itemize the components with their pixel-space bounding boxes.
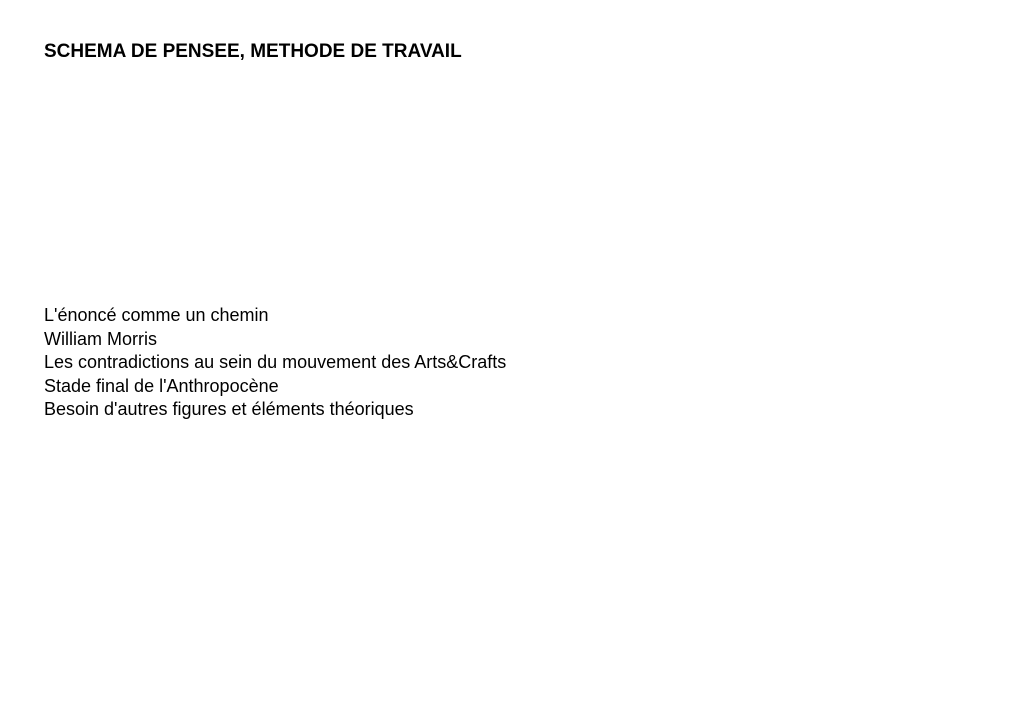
list-item: William Morris	[44, 328, 157, 349]
list-item: Stade final de l'Anthropocène	[44, 375, 279, 396]
page-title: SCHEMA DE PENSEE, METHODE DE TRAVAIL	[44, 41, 462, 62]
list-item: Les contradictions au sein du mouvement des Arts&Crafts	[44, 352, 507, 372]
topic-list	[44, 304, 506, 422]
list-item: L'énoncé comme un chemin	[44, 305, 269, 325]
list-item: Besoin d'autres figures et éléments théoriques	[44, 399, 414, 419]
